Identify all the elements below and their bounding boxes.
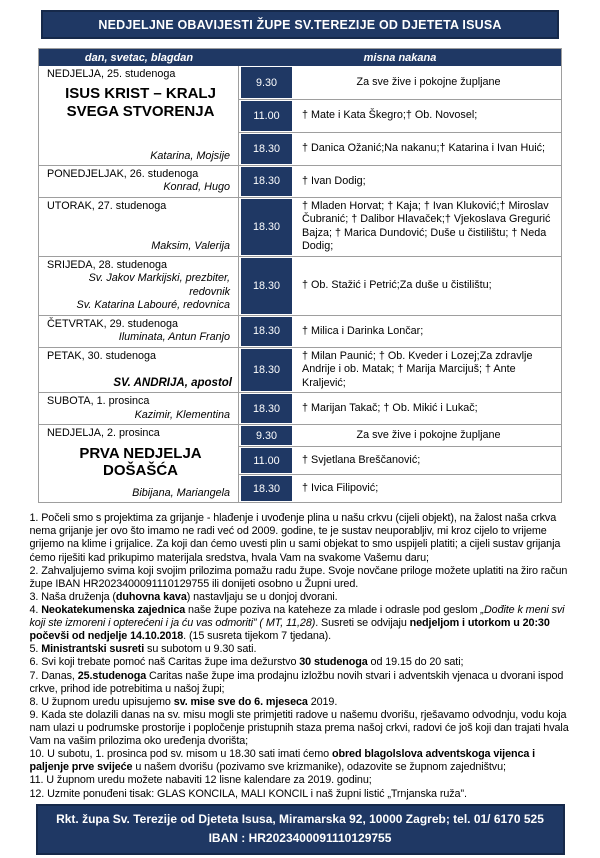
schedule-row bbox=[39, 256, 561, 315]
mass-row bbox=[239, 132, 561, 165]
mass-intention: † Ob. Stažić i Petrić;Za duše u čistilištu; bbox=[302, 279, 492, 292]
mass-row bbox=[239, 393, 561, 424]
day-cell bbox=[39, 166, 239, 197]
parish-footer-bar bbox=[36, 804, 565, 855]
mass-time: 18.30 bbox=[241, 476, 292, 501]
announcement-item: 9. Kada ste dolazili danas na sv. misu mogli ste primjetiti radove u našemu dvorišu, rješavamo odvodnju, vodu koja nam ulazi u podrumske prostorije i popločenje pristupnih staza prema našoj crkvi, radovi će još koji dan trajati hvala Vam na vašim prilozima oko uređenja dvorišta; bbox=[29, 708, 569, 748]
mass-row bbox=[239, 257, 561, 315]
announcement-item: 8. U župnom uredu upisujemo sv. mise sve do 6. mjeseca 2019. bbox=[29, 695, 338, 708]
masses-column bbox=[239, 348, 561, 392]
saints-label: Iluminata, Antun Franjo bbox=[118, 331, 230, 344]
mass-schedule-table bbox=[38, 48, 562, 503]
announcement-item: 7. Danas, 25.studenoga Caritas naše župe ima prodajnu izložbu novih stvari i adventskih vjenaca u dvorani ispod crkve, prihod ide potrebitima u našoj župi; bbox=[29, 669, 564, 695]
day-label: NEDJELJA, 2. prosinca bbox=[47, 427, 160, 440]
bulletin-title-bar bbox=[41, 10, 559, 39]
mass-time: 18.30 bbox=[241, 199, 292, 255]
announcements-list bbox=[30, 512, 571, 800]
mass-intention: † Mate i Kata Škegro;† Ob. Novosel; bbox=[302, 109, 478, 122]
column-header-intention: misna nakana bbox=[363, 51, 437, 64]
mass-row bbox=[239, 425, 561, 446]
announcement-item: 6. Svi koji trebate pomoć naš Caritas župe ima dežurstvo 30 studenoga od 19.15 do 20 sati; bbox=[29, 656, 464, 669]
masses-column bbox=[239, 198, 561, 256]
announcement-item: 1. Počeli smo s projektima za grijanje - hlađenje i uvođenje plina u našu crkvu (cijeli objekt), na žalost naša crkva nema grijanje jer ovo što imamo ne radi već od 2009. godine, te je sustav neuporabljiv, mi kroz cijelo to vrijeme grijemo na klime i grijalice. Za koji dan ćemo uvesti plin u sami objekat to smo uspijeli platiti; a cijeli sustav grijanja ćemo riješiti kad prikupimo materijala sredstva, hvala Vam na svakome Vašemu daru; bbox=[29, 512, 561, 564]
mass-intention: † Marijan Takač; † Ob. Mikić i Lukač; bbox=[302, 402, 478, 415]
mass-time: 9.30 bbox=[241, 426, 292, 445]
masses-column bbox=[239, 257, 561, 315]
saints-label: Kazimir, Klementina bbox=[134, 408, 230, 421]
mass-time: 18.30 bbox=[241, 317, 292, 346]
bulletin-title: NEDJELJNE OBAVIJESTI ŽUPE SV.TEREZIJE OD DJETETA ISUSA bbox=[98, 18, 502, 32]
mass-intention: † Mladen Horvat; † Kaja; † Ivan Kluković;† Miroslav Čubranić; † Dalibor Hlavaček;† Vjekoslava Gregurić Bajza; † Marica Dundović; Duše u čistilištu; † Neda Dodig; bbox=[302, 199, 551, 253]
day-label: UTORAK, 27. studenoga bbox=[47, 199, 167, 212]
mass-time: 18.30 bbox=[241, 394, 292, 423]
mass-intention: † Milan Paunić; † Ob. Kveder i Lozej;Za zdravlje Andrije i ob. Matak; † Marija Marcijuš; † Ante Kraljević; bbox=[302, 349, 533, 389]
mass-time: 9.30 bbox=[241, 67, 292, 98]
announcement-item: 10. U subotu, 1. prosinca pod sv. misom u 18.30 sati imati ćemo obred blagolslova adventskoga vijenca i paljenje prve svijeće u našem dvorišu (pozivamo sve krizmanike), odazovite se župnom zajedništvu; bbox=[29, 748, 536, 774]
announcement-item: 4. Neokatekumenska zajednica naše župe poziva na kateheze za mlade i odrasle pod geslom „Dođite k meni svi koji ste izmoreni i opterećeni i ja ću vas odmoriti” ( MT, 11,28). Susreti se odvijaju nedjeljom i utorkom u 20:30 počevši od nedjelje 14.10.2018. (15 susreta tijekom 7 tjedana). bbox=[29, 604, 565, 643]
column-header-day: dan, svetac, blagdan bbox=[84, 51, 194, 64]
mass-intention: † Ivica Filipović; bbox=[302, 482, 379, 495]
mass-time: 18.30 bbox=[241, 167, 292, 196]
day-cell bbox=[39, 198, 239, 256]
day-label: ČETVRTAK, 29. studenoga bbox=[47, 317, 179, 330]
mass-intention: † Ivan Dodig; bbox=[302, 174, 366, 187]
mass-row bbox=[239, 474, 561, 502]
schedule-header-row bbox=[39, 49, 561, 66]
mass-intention: Za sve žive i pokojne župljane bbox=[356, 75, 501, 88]
mass-intention: † Milica i Darinka Lončar; bbox=[302, 324, 424, 337]
schedule-row bbox=[39, 315, 561, 347]
day-cell bbox=[39, 257, 239, 315]
mass-row bbox=[239, 446, 561, 474]
masses-column bbox=[239, 425, 561, 502]
feast-title: SV. ANDRIJA, apostol bbox=[113, 376, 232, 389]
footer-iban-line: IBAN : HR2023400091110129755 bbox=[208, 830, 392, 845]
mass-row bbox=[239, 166, 561, 197]
day-label: NEDJELJA, 25. studenoga bbox=[47, 68, 176, 80]
announcement-item: 5. Ministrantski susreti su subotom u 9.30 sati. bbox=[29, 643, 257, 656]
mass-intention: Za sve žive i pokojne župljane bbox=[356, 429, 501, 442]
masses-column bbox=[239, 316, 561, 347]
announcement-item: 12. Uzmite ponuđeni tisak: GLAS KONCILA, MALI KONCIL i naš župni listić „Trnjanska ruža”. bbox=[29, 787, 467, 800]
day-cell bbox=[39, 425, 239, 502]
announcement-item: 3. Naša druženja (duhovna kava) nastavljaju se u donjoj dvorani. bbox=[29, 590, 338, 603]
saints-label: Bibijana, Mariangela bbox=[132, 486, 230, 499]
saints-label: Katarina, Mojsije bbox=[150, 149, 230, 162]
day-cell bbox=[39, 393, 239, 424]
schedule-row bbox=[39, 424, 561, 502]
announcement-item: 11. U župnom uredu možete nabaviti 12 lisne kalendare za 2019. godinu; bbox=[29, 774, 372, 787]
saints-label: Konrad, Hugo bbox=[163, 181, 230, 194]
day-label: SRIJEDA, 28. studenoga bbox=[47, 258, 168, 271]
mass-row bbox=[239, 316, 561, 347]
mass-time: 18.30 bbox=[241, 258, 292, 314]
announcement-item: 2. Zahvaljujemo svima koji svojim prilozima pomažu radu župe. Svoje novčane priloge možete uplatiti na žiro račun župe IBAN HR2023400091110129755 ili donijeti osobno u Župni ured. bbox=[29, 564, 568, 590]
day-label: PONEDJELJAK, 26. studenoga bbox=[47, 168, 199, 180]
day-cell bbox=[39, 316, 239, 347]
mass-time: 11.00 bbox=[241, 448, 292, 473]
footer-address-line: Rkt. župa Sv. Terezije od Djeteta Isusa, Miramarska 92, 10000 Zagreb; tel. 01/ 6170 525 bbox=[56, 811, 544, 826]
schedule-row bbox=[39, 165, 561, 197]
mass-row bbox=[239, 99, 561, 132]
schedule-row bbox=[39, 66, 561, 165]
masses-column bbox=[239, 393, 561, 424]
masses-column bbox=[239, 166, 561, 197]
mass-row bbox=[239, 198, 561, 256]
day-label: PETAK, 30. studenoga bbox=[47, 349, 157, 362]
day-cell bbox=[39, 66, 239, 165]
mass-row bbox=[239, 66, 561, 99]
mass-time: 18.30 bbox=[241, 349, 292, 391]
day-cell bbox=[39, 348, 239, 392]
saints-label: Sv. Katarina Labouré, redovnica bbox=[76, 299, 230, 312]
saints-label: Sv. Jakov Markijski, prezbiter, redovnik bbox=[88, 272, 230, 298]
feast-title: PRVA NEDJELJA DOŠAŠĆA bbox=[79, 444, 202, 480]
mass-row bbox=[239, 348, 561, 392]
schedule-row bbox=[39, 392, 561, 424]
feast-title: ISUS KRIST – KRALJ SVEGA STVORENJA bbox=[65, 85, 216, 121]
mass-intention: † Danica Ožanić;Na nakanu;† Katarina i Ivan Huić; bbox=[302, 142, 546, 155]
schedule-row bbox=[39, 197, 561, 256]
mass-time: 11.00 bbox=[241, 101, 292, 131]
mass-time: 18.30 bbox=[241, 134, 292, 164]
mass-intention: † Svjetlana Breščanović; bbox=[302, 454, 421, 467]
schedule-row bbox=[39, 347, 561, 392]
saints-label: Maksim, Valerija bbox=[151, 240, 230, 253]
masses-column bbox=[239, 66, 561, 165]
day-label: SUBOTA, 1. prosinca bbox=[47, 395, 150, 408]
